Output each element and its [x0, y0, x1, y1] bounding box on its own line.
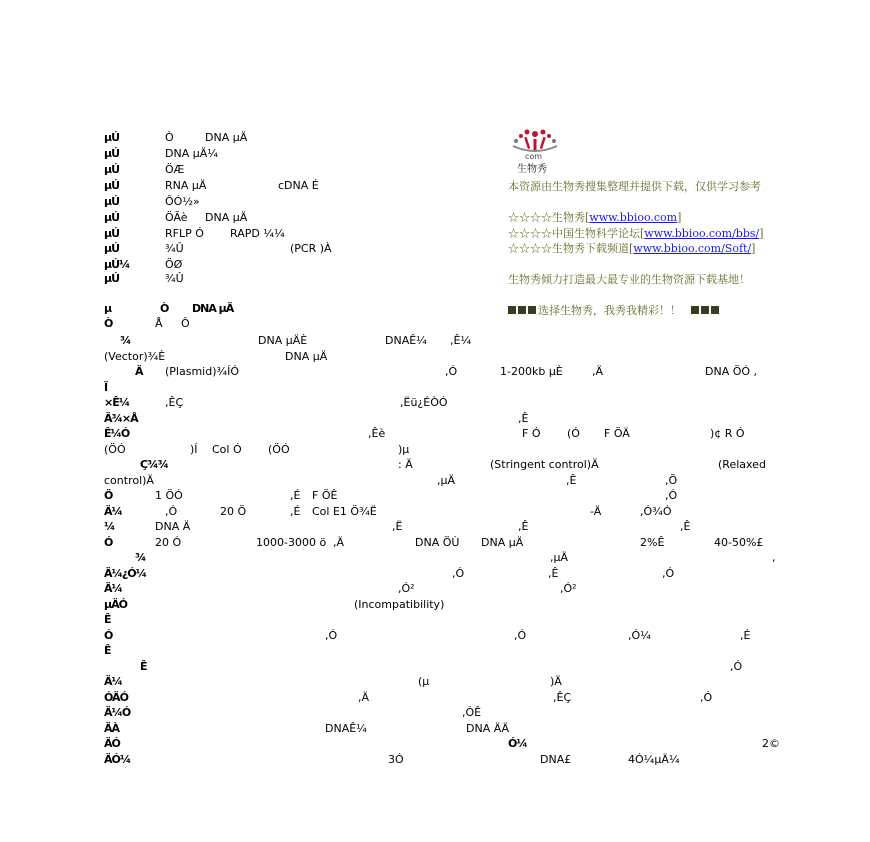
toc-entry-title: RAPD ¼¼	[230, 227, 285, 240]
body-text-fragment: 20 Ó	[155, 536, 182, 549]
body-text-fragment: Ó	[104, 536, 113, 549]
ad-link-1-prefix: ☆☆☆☆生物秀[	[508, 211, 590, 224]
body-text-fragment: (Ó	[567, 427, 580, 440]
body-text-fragment: DNA µÄ	[285, 350, 328, 363]
body-text-fragment: ,É	[740, 629, 751, 642]
body-text-fragment: µÄÓ	[104, 598, 127, 611]
toc-entry-marker: ¾Û	[165, 272, 184, 285]
body-text-fragment: ,Ó	[662, 567, 675, 580]
body-text-fragment: ,Ê	[518, 520, 529, 533]
ad-tagline: 选择生物秀，我秀我精彩！！	[538, 304, 681, 317]
body-text-fragment: Ä¼Ó	[104, 706, 131, 719]
toc-entry-marker: Ò	[165, 131, 174, 144]
body-text-fragment: (Relaxed	[718, 458, 766, 471]
body-text-fragment: Ä¼	[104, 582, 122, 595]
toc-entry-marker: RNA µÄ	[165, 179, 207, 192]
square-bullet-icon	[518, 306, 526, 314]
body-text-fragment: ¾	[135, 551, 146, 564]
toc-entry-number: µÚ	[104, 195, 120, 208]
section-number: µ	[104, 302, 112, 315]
body-text-fragment: Ç¾¾	[140, 458, 168, 471]
toc-entry-number: µÚ	[104, 179, 120, 192]
toc-entry-marker: ¾Û	[165, 242, 184, 255]
body-text-fragment: ,Ó	[325, 629, 338, 642]
toc-entry-number: µÚ	[104, 242, 120, 255]
body-text-fragment: control)Ä	[104, 474, 154, 487]
toc-entry-number: µÚ	[104, 227, 120, 240]
toc-entry-marker: RFLP Ó	[165, 227, 204, 240]
body-text-fragment: (ÖÓ	[268, 443, 290, 456]
section-marker: Ò	[160, 302, 169, 315]
ad-tagline-row	[508, 302, 721, 318]
square-bullet-icon	[508, 306, 516, 314]
body-text-fragment: Ö	[104, 489, 113, 502]
toc-entry-number: µÚ	[104, 163, 120, 176]
body-text-fragment: 20 Ö	[220, 505, 247, 518]
body-text-fragment: Col Ó	[212, 443, 242, 456]
body-text-fragment: ,É	[290, 505, 301, 518]
body-text-fragment: ,µÄ	[437, 474, 456, 487]
body-text-fragment: ,Ó	[665, 489, 678, 502]
toc-entry-title: cDNA É	[278, 179, 319, 192]
toc-entry-number: µÚ	[104, 147, 120, 160]
toc-entry-title: (PCR )À	[290, 242, 332, 255]
body-text-fragment: ,Ó	[165, 505, 178, 518]
body-text-fragment: ¾	[120, 334, 131, 347]
body-text-fragment: Ê	[104, 644, 111, 657]
body-text-fragment: ,Ä	[333, 536, 345, 549]
body-text-fragment: DNA ÖÙ	[415, 536, 460, 549]
ad-link-3-suffix: ]	[751, 242, 756, 255]
body-text-fragment: )Ä	[550, 675, 562, 688]
body-text-fragment: ,Ê	[548, 567, 559, 580]
body-text-fragment: ÄÓ¼	[104, 753, 131, 766]
body-text-fragment: ¼	[104, 520, 115, 533]
body-text-fragment: ,Ó¼	[628, 629, 651, 642]
body-text-fragment: 1000-3000 ö	[256, 536, 327, 549]
body-text-fragment: DNA µÄÈ	[258, 334, 308, 347]
body-text-fragment: ,Ó²	[560, 582, 577, 595]
ad-link-row-1	[508, 209, 681, 225]
body-text-fragment: DNAÊ¼	[325, 722, 367, 735]
body-text-fragment: DNA£	[540, 753, 572, 766]
body-text-fragment: : Ä	[398, 458, 413, 471]
body-text-fragment: )¢ R Ó	[710, 427, 745, 440]
body-text-fragment: F ÖÊ	[312, 489, 338, 502]
body-text-fragment: DNA Ä	[155, 520, 191, 533]
body-text-fragment: ,Ë	[392, 520, 403, 533]
body-text-fragment: ,Ó	[700, 691, 713, 704]
toc-entry-number: µÚ	[104, 211, 120, 224]
body-text-fragment: (Vector)¾È	[104, 350, 166, 363]
toc-entry-title: DNA µÄ	[205, 211, 248, 224]
subsection-title: Ô	[181, 317, 190, 330]
body-text-fragment: 2%Ê	[640, 536, 665, 549]
toc-entry-title: DNA µÄ	[205, 131, 248, 144]
body-text-fragment: ,Ó	[452, 567, 465, 580]
bbioo-download-link[interactable]: www.bbioo.com/Soft/	[633, 242, 752, 255]
subsection-marker: Å	[155, 317, 163, 330]
body-text-fragment: 3Ó	[388, 753, 404, 766]
ad-link-2-prefix: ☆☆☆☆中国生物科学论坛[	[508, 227, 645, 240]
body-text-fragment: ,Ó	[514, 629, 527, 642]
body-text-fragment: ,Ê	[680, 520, 691, 533]
body-text-fragment: ÓÄÓ	[104, 691, 128, 704]
section-title: DNA µÄ	[192, 302, 234, 315]
ad-link-row-2	[508, 225, 764, 241]
body-text-fragment: 40-50%£	[714, 536, 764, 549]
body-text-fragment: Ä¼	[104, 675, 122, 688]
body-text-fragment: (Incompatibility)	[354, 598, 445, 611]
logo-brand-text: 生物秀	[517, 164, 547, 175]
bbioo-logo	[505, 120, 565, 175]
body-text-fragment: ,Ä	[358, 691, 370, 704]
body-text-fragment: ,µÄ	[550, 551, 569, 564]
body-text-fragment: ,Ó¾Ó	[640, 505, 672, 518]
body-text-fragment: -Ä	[590, 505, 602, 518]
body-text-fragment: Ê	[140, 660, 147, 673]
body-text-fragment: )Í	[190, 443, 198, 456]
bbioo-home-link[interactable]: www.bbioo.com	[589, 211, 678, 224]
body-text-fragment: ,Ó	[730, 660, 743, 673]
body-text-fragment: (Stringent control)Ä	[490, 458, 599, 471]
body-text-fragment: Ê	[104, 613, 111, 626]
body-text-fragment: DNA ÄÄ	[466, 722, 510, 735]
body-text-fragment: ,ÊÇ	[165, 396, 184, 409]
bbioo-forum-link[interactable]: www.bbioo.com/bbs/	[644, 227, 760, 240]
body-text-fragment: ,ÓÊ	[462, 706, 482, 719]
subsection-number: Ò	[104, 317, 113, 330]
body-text-fragment: ,Ó	[445, 365, 458, 378]
toc-entry-marker: ÖØ	[165, 258, 183, 271]
body-text-fragment: F ÖÄ	[604, 427, 630, 440]
ad-slogan: 生物秀倾力打造最大最专业的生物资源下载基地！	[508, 273, 750, 286]
body-text-fragment: (ÖÓ	[104, 443, 126, 456]
square-bullet-icon	[528, 306, 536, 314]
body-text-fragment: ,Ê¼	[450, 334, 472, 347]
body-text-fragment: Ó¼	[508, 737, 527, 750]
body-text-fragment: Ä¼¿Ó¼	[104, 567, 147, 580]
ad-link-1-suffix: ]	[677, 211, 682, 224]
body-text-fragment: ,	[772, 551, 776, 564]
body-text-fragment: ,Õ	[665, 474, 678, 487]
body-text-fragment: DNA ÖÓ ,	[705, 365, 758, 378]
ad-link-2-suffix: ]	[759, 227, 764, 240]
body-text-fragment: Ê¼Ó	[104, 427, 130, 440]
toc-entry-marker: DNA µÄ¼	[165, 147, 218, 160]
toc-entry-number: µÚ¼	[104, 258, 130, 271]
body-text-fragment: Ä¼	[104, 505, 122, 518]
body-text-fragment: DNA µÄ	[481, 536, 524, 549]
body-text-fragment: )µ	[398, 443, 410, 456]
body-text-fragment: ÄÓ	[104, 737, 120, 750]
body-text-fragment: (µ	[418, 675, 430, 688]
body-text-fragment: (Plasmid)¾ÍÓ	[165, 365, 240, 378]
body-text-fragment: ,É	[290, 489, 301, 502]
body-text-fragment: 4Ó¼µÄ¼	[628, 753, 680, 766]
body-text-fragment: ,Ê	[566, 474, 577, 487]
body-text-fragment: ,Ä	[592, 365, 604, 378]
body-text-fragment: DNAÊ¼	[385, 334, 427, 347]
ad-intro: 本资源由生物秀搜集整理并提供下载，仅供学习参考	[508, 180, 761, 193]
body-text-fragment: Ó	[104, 629, 113, 642]
body-text-fragment: Col E1 Ö¾Ë	[312, 505, 377, 518]
square-bullet-icon	[691, 306, 699, 314]
square-bullet-icon	[701, 306, 709, 314]
body-text-fragment: ×Ê¼	[104, 396, 130, 409]
body-text-fragment: 1 ÖÓ	[155, 489, 183, 502]
body-text-fragment: ÄÀ	[104, 722, 120, 735]
toc-entry-number: µÚ	[104, 272, 120, 285]
body-text-fragment: ,ÊÇ	[553, 691, 572, 704]
body-text-fragment: Ï	[104, 381, 108, 394]
body-text-fragment: 1-200kb µÈ	[500, 365, 563, 378]
body-text-fragment: ,Ëü¿ÉÒÓ	[400, 396, 448, 409]
toc-entry-marker: ÔÓ½»	[165, 195, 200, 208]
toc-entry-marker: ÖÆ	[165, 163, 185, 176]
body-text-fragment: F Ó	[522, 427, 541, 440]
body-text-fragment: ,Êè	[368, 427, 386, 440]
ad-link-3-prefix: ☆☆☆☆生物秀下载频道[	[508, 242, 634, 255]
toc-entry-marker: ÖÃè	[165, 211, 188, 224]
logo-com-text: com	[525, 152, 543, 161]
body-text-fragment: ,Ê	[518, 412, 529, 425]
body-text-fragment: ,Ó²	[398, 582, 415, 595]
square-bullet-icon	[711, 306, 719, 314]
body-text-fragment: Ä	[135, 365, 143, 378]
body-text-fragment: 2©	[762, 737, 780, 750]
ad-link-row-3	[508, 240, 755, 256]
body-text-fragment: Ä¾×Å	[104, 412, 138, 425]
toc-entry-number: µÚ	[104, 131, 120, 144]
